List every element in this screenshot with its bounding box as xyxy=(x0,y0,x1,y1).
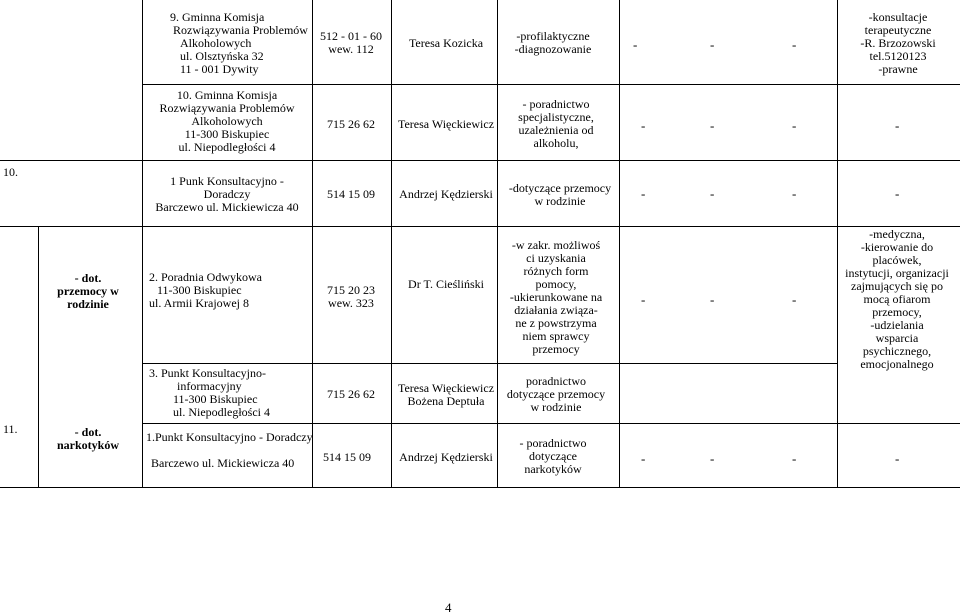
scope-cell: -profilaktyczne -diagnozowanie xyxy=(514,29,592,56)
phone-cell: 715 26 62 xyxy=(327,117,375,131)
dash: - xyxy=(641,292,646,307)
dash: - xyxy=(792,451,797,466)
row-number: 11. xyxy=(3,422,18,436)
dash: - xyxy=(710,186,715,201)
column-divider xyxy=(497,0,498,488)
notes-cell: -medyczna, -kierowanie do placówek, instytucji, organizacji zajmujących się po mocą ofiarom przemocy, -udzielania wsparcia psychicznego, emocjonalnego xyxy=(845,227,949,371)
row-number: 10. xyxy=(3,165,18,179)
phone-cell: 715 20 23 wew. 323 xyxy=(327,283,375,310)
institution-cell: 10. Gminna Komisja Rozwiązywania Problemów Alkoholowych 11-300 Biskupiec ul. Niepodległości 4 xyxy=(159,88,295,154)
dash: - xyxy=(792,292,797,307)
dash: - xyxy=(710,292,715,307)
person-cell: Andrzej Kędzierski xyxy=(399,450,493,464)
dash: - xyxy=(895,451,900,466)
column-divider xyxy=(142,0,143,488)
institution-cell: 3. Punkt Konsultacyjno- informacyjny 11-300 Biskupiec ul. Niepodległości 4 xyxy=(149,366,270,419)
institution-cell: 1 Punk Konsultacyjno - Doradczy Barczewo ul. Mickiewicza 40 xyxy=(155,174,299,214)
institution-cell: 1.Punkt Konsultacyjno - Doradczy Barczewo ul. Mickiewicza 40 xyxy=(146,430,313,470)
institution-cell: 2. Poradnia Odwykowa 11-300 Biskupiec ul. Armii Krajowej 8 xyxy=(149,270,262,310)
dash: - xyxy=(792,37,797,52)
phone-cell: 512 - 01 - 60 wew. 112 xyxy=(320,29,382,56)
scope-cell: -dotyczące przemocy w rodzinie xyxy=(508,181,612,208)
row-divider xyxy=(0,160,960,161)
row-divider xyxy=(0,226,960,227)
column-divider xyxy=(391,0,392,488)
dash: - xyxy=(641,118,646,133)
column-divider xyxy=(837,0,838,488)
person-cell: Teresa Kozicka xyxy=(408,36,484,50)
dash: - xyxy=(792,118,797,133)
dash: - xyxy=(792,186,797,201)
dash: - xyxy=(710,37,715,52)
dash: - xyxy=(895,118,900,133)
dash: - xyxy=(895,186,900,201)
person-cell: Teresa Więckiewicz Bożena Deptuła xyxy=(397,381,495,408)
dash: - xyxy=(641,451,646,466)
column-divider xyxy=(619,0,620,488)
scope-cell: - poradnictwo dotyczące narkotyków xyxy=(519,436,587,476)
page-number: 4 xyxy=(445,600,452,615)
table-bottom xyxy=(0,487,960,488)
scope-cell: poradnictwo dotyczące przemocy w rodzinie xyxy=(506,374,606,414)
phone-cell: 715 26 62 xyxy=(327,387,375,401)
scope-cell: -w zakr. możliwoś ci uzyskania różnych form pomocy, -ukierunkowane na działania związa- ne z powstrzyma niem sprawcy przemocy xyxy=(509,238,603,356)
category-label: - dot. przemocy w rodzinie xyxy=(57,271,119,311)
row-divider xyxy=(142,363,837,364)
notes-cell: -konsultacje terapeutyczne -R. Brzozowski tel.5120123 -prawne xyxy=(860,10,936,76)
phone-cell: 514 15 09 xyxy=(327,187,375,201)
dash: - xyxy=(641,186,646,201)
scope-cell: - poradnictwo specjalistyczne, uzależnienia od alkoholu, xyxy=(518,97,594,150)
phone-cell: 514 15 09 xyxy=(323,450,371,464)
column-divider xyxy=(38,226,39,488)
dash: - xyxy=(710,118,715,133)
column-divider xyxy=(312,0,313,488)
category-label: - dot. narkotyków xyxy=(56,425,120,452)
dash: - xyxy=(633,37,638,52)
dash: - xyxy=(710,451,715,466)
person-cell: Teresa Więckiewicz xyxy=(397,117,495,131)
person-cell: Dr T. Cieśliński xyxy=(408,277,484,291)
person-cell: Andrzej Kędzierski xyxy=(399,187,493,201)
institution-cell: 9. Gminna Komisja Rozwiązywania Problemów Alkoholowych ul. Olsztyńska 32 11 - 001 Dywity xyxy=(170,10,308,76)
